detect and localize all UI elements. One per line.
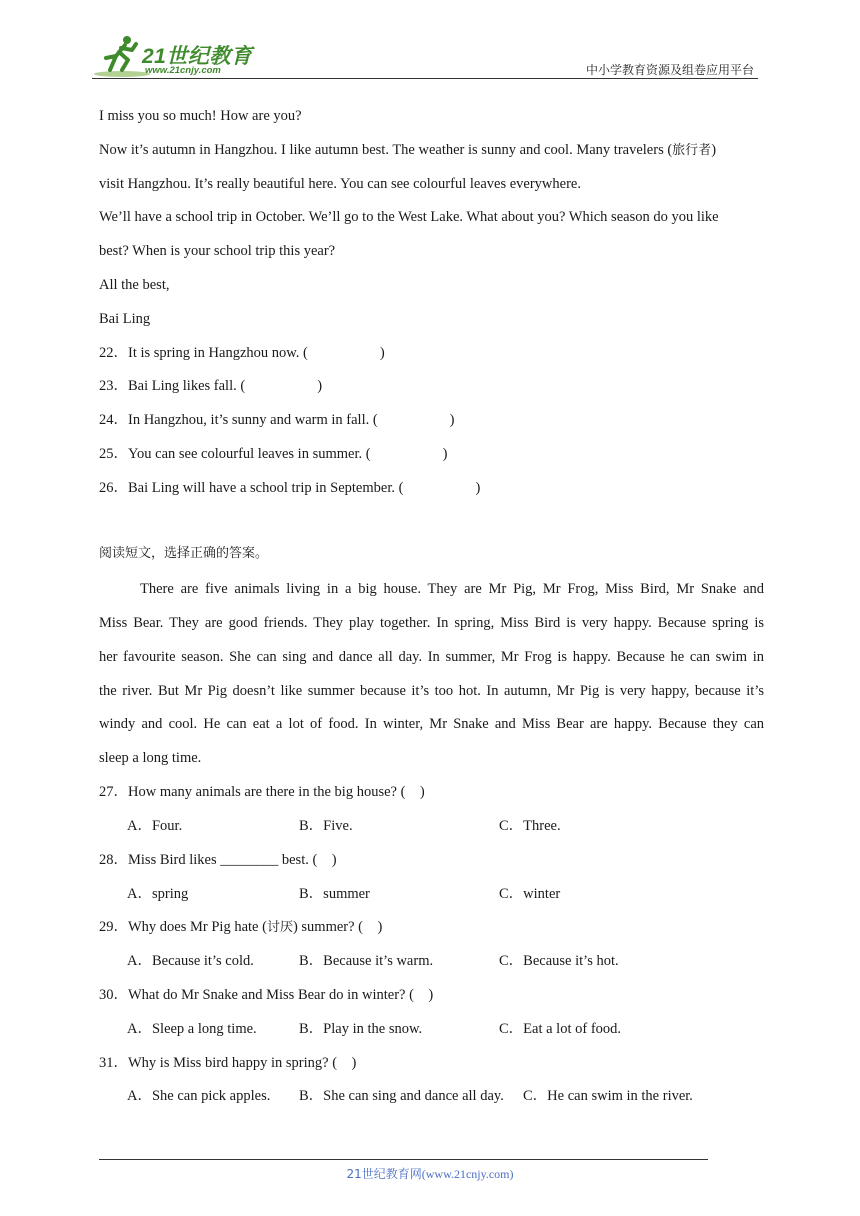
option-c[interactable]: C．winter [499,886,561,902]
question-23: 23．Bai Ling likes fall. ( ) [99,378,323,394]
option-b[interactable]: B．She can sing and dance all day. [299,1088,504,1104]
option-b[interactable]: B．Because it’s warm. [299,953,434,969]
option-a[interactable]: A．She can pick apples. [127,1088,271,1104]
letter-line: best? When is your school trip this year? [99,243,336,259]
logo-url: www.21cnjy.com [145,65,221,76]
passage-line: windy and cool. He can eat a lot of food. In winter, Mr Snake and Miss Bear are happy. Because they can [99,716,764,732]
question-26: 26．Bai Ling will have a school trip in September. ( ) [99,480,481,496]
passage-line: her favourite season. She can sing and dance all day. In summer, Mr Frog is happy. Because he can swim in [99,649,764,665]
option-a[interactable]: A．Sleep a long time. [127,1021,257,1037]
option-a[interactable]: A．Four. [127,818,183,834]
header-platform-text: 中小学教育资源及组卷应用平台 [585,63,754,77]
option-b[interactable]: B．Play in the snow. [299,1021,423,1037]
logo-text: 21世纪教育 [142,45,253,68]
header-divider [92,78,758,79]
question-24: 24．In Hangzhou, it’s sunny and warm in fall. ( ) [99,412,455,428]
footer-site-name: 21世纪教育网 [346,1167,422,1181]
passage-line: There are five animals living in a big house. They are Mr Pig, Mr Frog, Miss Bird, Mr Snake and [140,581,764,597]
question-22: 22．It is spring in Hangzhou now. ( ) [99,345,385,361]
passage-line: Miss Bear. They are good friends. They play together. In spring, Miss Bird is very happy. Because spring is [99,615,764,631]
page-header [92,34,758,78]
option-c[interactable]: C．He can swim in the river. [523,1088,693,1104]
footer-url[interactable]: (www.21cnjy.com) [421,1167,514,1181]
letter-closing: All the best, [99,277,170,293]
question-31: 31．Why is Miss bird happy in spring? ( ) [99,1055,357,1071]
footer-divider [99,1159,708,1160]
site-logo [92,34,262,78]
option-c[interactable]: C．Three. [499,818,561,834]
letter-line: visit Hangzhou. It’s really beautiful here. You can see colourful leaves everywhere. [99,176,581,192]
question-25: 25．You can see colourful leaves in summer. ( ) [99,446,448,462]
question-27: 27．How many animals are there in the big house? ( ) [99,784,425,800]
question-29: 29．Why does Mr Pig hate (讨厌) summer? ( ) [99,919,383,935]
passage-line: the river. But Mr Pig doesn’t like summer because it’s too hot. In autumn, Mr Pig is very happy, because it’s [99,683,764,699]
letter-line: Now it’s autumn in Hangzhou. I like autumn best. The weather is sunny and cool. Many travelers (旅行者) [99,142,717,158]
option-b[interactable]: B．summer [299,886,370,902]
letter-signature: Bai Ling [99,311,151,327]
page-footer [0,1165,860,1182]
option-a[interactable]: A．spring [127,886,189,902]
question-30: 30．What do Mr Snake and Miss Bear do in winter? ( ) [99,987,434,1003]
option-b[interactable]: B．Five. [299,818,353,834]
option-c[interactable]: C．Because it’s hot. [499,953,619,969]
option-a[interactable]: A．Because it’s cold. [127,953,254,969]
question-28: 28．Miss Bird likes ________ best. ( ) [99,852,337,868]
passage-line: sleep a long time. [99,750,202,766]
section-instruction: 阅读短文，选择正确的答案。 [99,546,269,561]
option-c[interactable]: C．Eat a lot of food. [499,1021,622,1037]
letter-line: We’ll have a school trip in October. We’ll go to the West Lake. What about you? Which season do you like [99,209,719,225]
letter-line: I miss you so much! How are you? [99,108,302,124]
